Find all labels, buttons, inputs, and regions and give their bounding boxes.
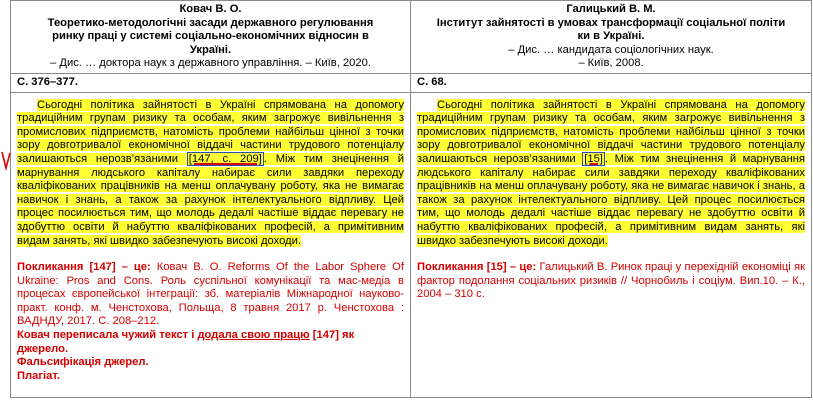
left-text-cell [11,92,411,397]
left-reference-note [17,261,404,329]
page-row [11,73,812,92]
right-citation-box: [15] [584,152,603,165]
right-title-line: Інститут зайнятості в умовах трансформації соціальної політи [436,16,786,29]
verdict-line-1: Ковач переписала чужий текст і додала свою працю [147] як джерело. [17,329,355,355]
header-row [11,1,812,74]
comparison-table [10,0,812,398]
right-highlight-2: . Між тим знецінення й марнування людського капіталу набирає сили завдяки переходу кваліфікованих працівників на менш оплачувану роботу, яка не вимагає навичок і знань, а також за рахунок інтелектуального відпливу. Цей процес посилюється тим, що молодь дедалі частіше віддає перевагу не здобуттю освіти й набуттю кваліфікованих професій, а примітивним видам занять, які швидко забезпечують високі доходи. [417,152,805,247]
left-author: Ковач В. О. [179,3,242,15]
verdict-underlined: додала свою працю [197,329,310,342]
left-paragraph [17,99,404,249]
verdict-line-3: Плагіат. [17,369,60,382]
left-title-line: Теоретико-методологічні засади державного регулювання [47,16,374,29]
right-note-text: Галицький В. Ринок праці у перехідній економіці як фактор подолання соціальних ризиків // Чорнобиль і соціум. Вип.10. – К., 2004 – 310 с. [417,261,805,301]
right-meta: – Дис. … кандидата соціологічних наук. [508,43,714,56]
left-highlight-1: Сьогодні політика зайнятості в Україні спрямована на допомогу традиційним групам ризику та особам, яким загрожує вивільнення з промислових підприємств, натомість проблеми найбільш цінної з точки зору довготривалої економічної віддачі частини трудового потенціалу залишаються нерозв’язаними [17,98,404,165]
right-highlight-1: Сьогодні політика зайнятості в Україні спрямована на допомогу традиційним групам ризику та особам, яким загрожує вивільнення з промислових підприємств, натомість проблеми найбільш цінної з точки зору довготривалої економічної віддачі частини трудового потенціалу залишаються нерозв’язаними [417,98,805,165]
right-note-label: Покликання [15] – це: [417,261,537,274]
right-text-cell [411,92,812,397]
right-title-line: ки в Україні. [577,30,645,43]
right-reference-note [417,261,805,302]
left-note-text: Ковач В. О. Reforms Of the Labor Sphere Of Ukraine: Pros and Cons. Роль суспільної комунікації та мас-медіа в процесах європейської інтеграції: зб. матеріалів Міжнародної науково-практ. конф. м. Ченстохова, Польща, 8 травня 2017 р. Ченстохова : ВАДНДУ, 2017. С. 208–212. [17,261,404,328]
left-title-line: ринку праці у системі соціально-економічних відносин в [52,30,369,43]
right-source-header [411,1,812,74]
left-page-ref: С. 376–377. [11,73,411,92]
left-meta: – Дис. … доктора наук з державного управління. – Київ, 2020. [50,57,371,70]
left-citation-box: [147, с. 209] [188,152,262,165]
red-check-mark-icon [1,150,11,172]
right-meta: – Київ, 2008. [578,57,644,70]
left-note-label: Покликання [147] – це: [17,261,151,274]
right-author: Галицький В. М. [566,3,656,15]
comparison-sheet [10,0,811,415]
left-highlight-2: . Між тим знецінення й марнування людського капіталу набирає сили завдяки переходу кваліфікованих працівників на менш оплачувану роботу, яка не вимагає навичок і знань, а також за рахунок інтелектуального відпливу. Цей процес посилюється тим, що молодь дедалі частіше віддає перевагу не здобуттю освіти й набуттю кваліфікованих професій, а примітивним видам занять, які швидко забезпечують високі доходи. [17,152,404,247]
left-source-header [11,1,411,74]
right-paragraph [417,99,805,249]
left-title-line: Україні. [189,43,232,56]
text-row [11,92,812,397]
right-page-ref: С. 68. [411,73,812,92]
verdict-line-2: Фальсифікація джерел. [17,356,149,369]
